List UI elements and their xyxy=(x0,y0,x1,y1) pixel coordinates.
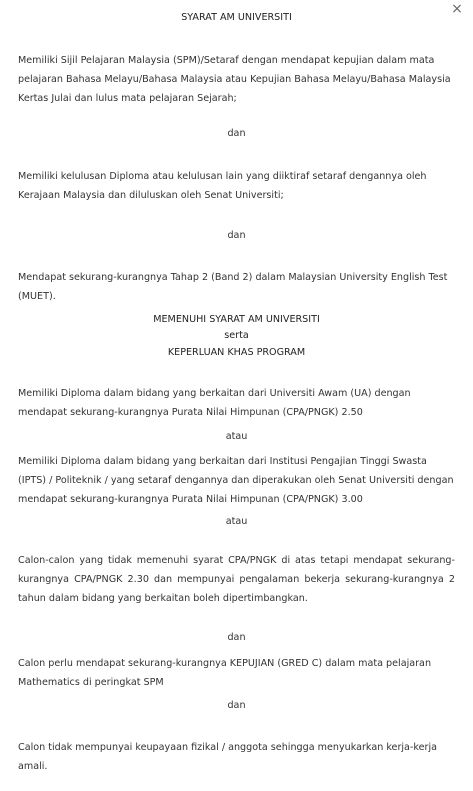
modal-title: SYARAT AM UNIVERSITI xyxy=(181,12,292,23)
special-requirement-1: Memiliki Diploma dalam bidang yang berkaitan dari Universiti Awam (UA) dengan mendapat sekurang-kurangnya Purata Nilai Himpunan (CPA/PNGK) 2.50 xyxy=(18,388,411,418)
close-icon[interactable]: × xyxy=(451,1,463,17)
general-requirement-1: Memiliki Sijil Pelajaran Malaysia (SPM)/Setaraf dengan mendapat kepujian dalam mata pelajaran Bahasa Melayu/Bahasa Malaysia atau Kepujian Bahasa Melayu/Bahasa Malaysia Kertas Julai dan lulus mata pelajaran Sejarah; xyxy=(18,55,451,104)
connector-or: atau xyxy=(225,516,248,527)
special-requirement-3: Calon-calon yang tidak memenuhi syarat CPA/PNGK di atas tetapi mendapat sekurang-kurangnya CPA/PNGK 2.30 dan mempunyai pengalaman bekerja sekurang-kurangnya 2 tahun dalam bidang yang berkaitan boleh dipertimbangkan. xyxy=(18,555,455,604)
general-requirement-3: Mendapat sekurang-kurangnya Tahap 2 (Band 2) dalam Malaysian University English Test (MUET). xyxy=(18,272,448,302)
connector-and: dan xyxy=(227,128,246,139)
heading-line-1: MEMENUHI SYARAT AM UNIVERSITI xyxy=(153,314,320,325)
special-requirement-2: Memiliki Diploma dalam bidang yang berkaitan dari Institusi Pengajian Tinggi Swasta (IPTS) / Politeknik / yang setaraf dengannya dan diperakukan oleh Senat Universiti dengan mendapat sekurang-kurangnya Purata Nilai Himpunan (CPA/PNGK) 3.00 xyxy=(18,456,454,505)
special-requirement-4: Calon perlu mendapat sekurang-kurangnya KEPUJIAN (GRED C) dalam mata pelajaran Mathematics di peringkat SPM xyxy=(18,658,432,688)
heading-line-2: serta xyxy=(224,330,249,341)
connector-or: atau xyxy=(225,431,248,442)
special-requirement-5: Calon tidak mempunyai keupayaan fizikal / anggota sehingga menyukarkan kerja-kerja amali. xyxy=(18,742,437,772)
connector-and: dan xyxy=(227,700,246,711)
connector-and: dan xyxy=(227,230,246,241)
heading-line-3: KEPERLUAN KHAS PROGRAM xyxy=(167,347,306,358)
general-requirement-2: Memiliki kelulusan Diploma atau kelulusan lain yang diiktiraf setaraf dengannya oleh Kerajaan Malaysia dan diluluskan oleh Senat Universiti; xyxy=(18,171,427,201)
connector-and: dan xyxy=(227,632,246,643)
